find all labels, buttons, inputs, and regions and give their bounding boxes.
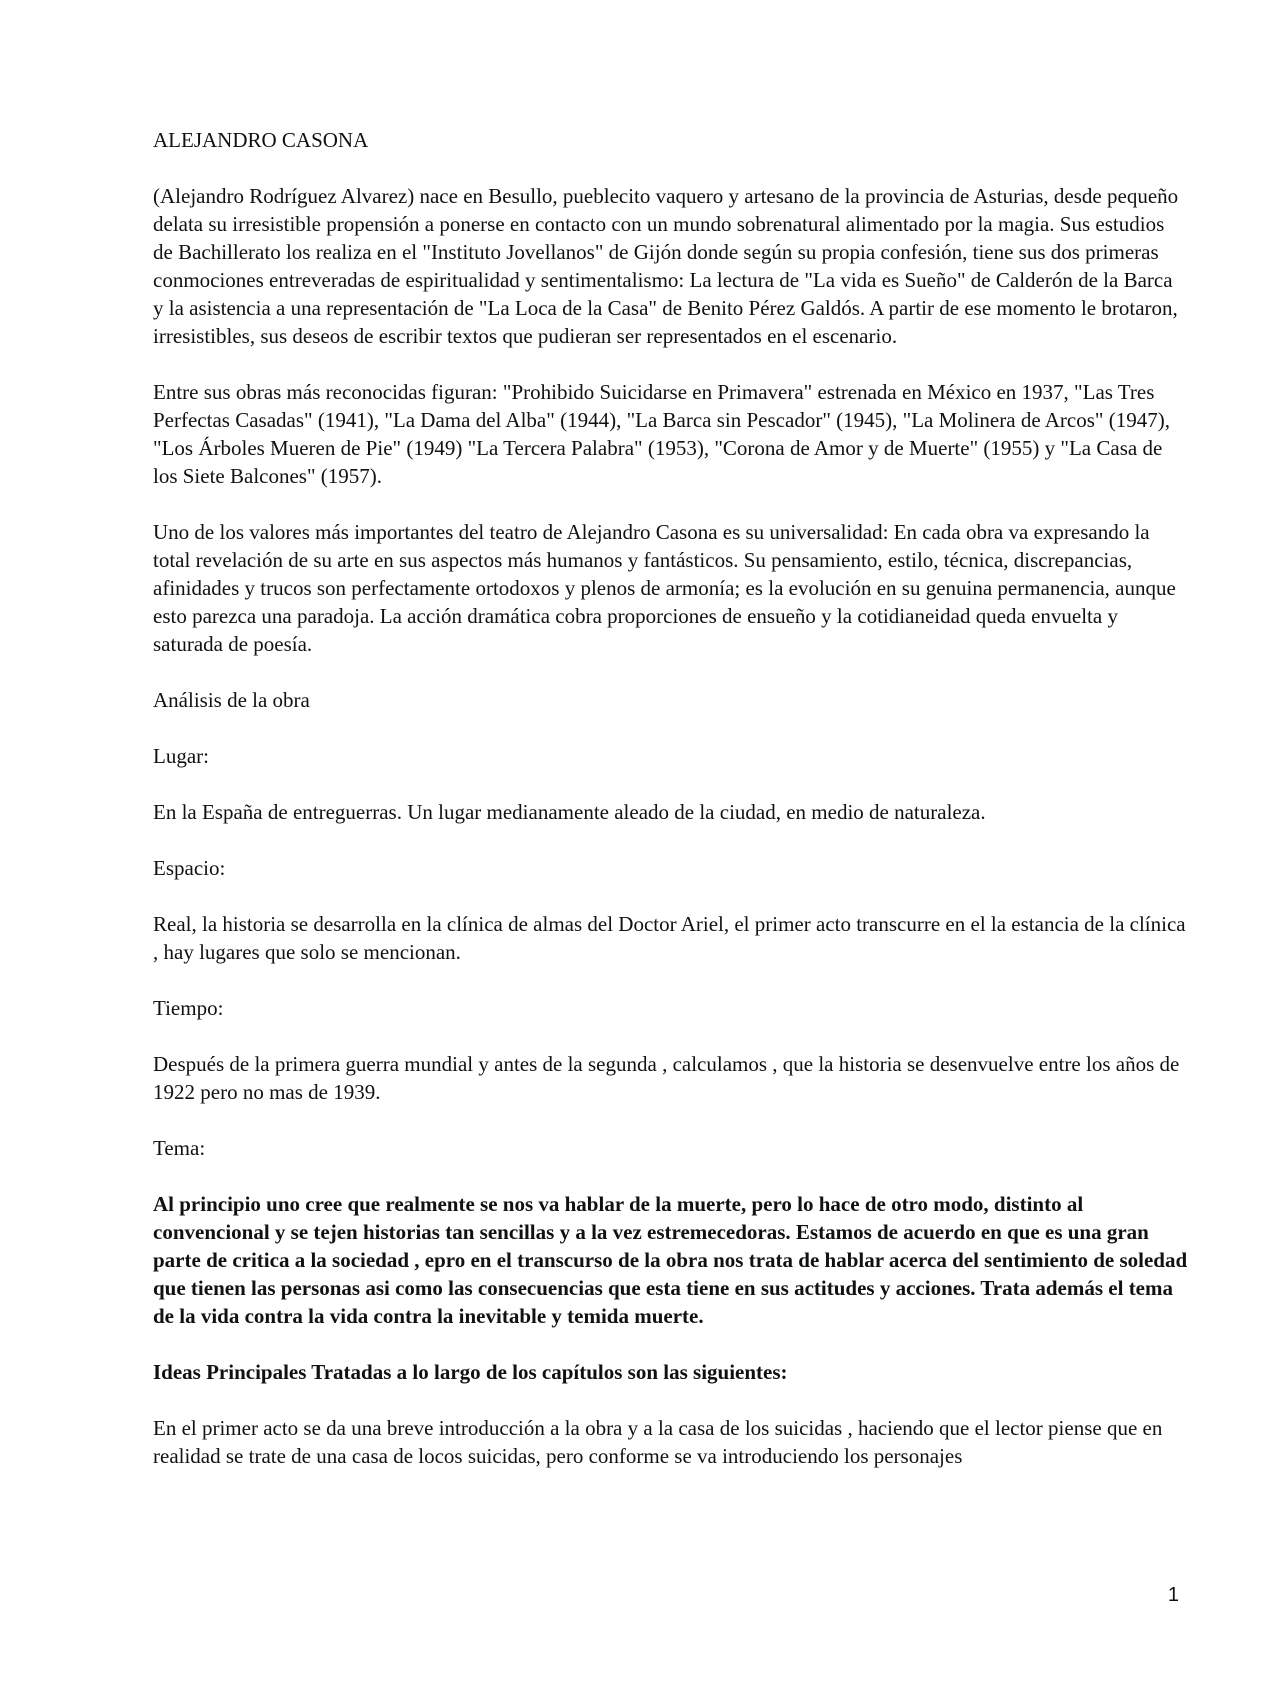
page-number: 1 (1167, 1584, 1179, 1606)
espacio-label: Espacio: (153, 856, 226, 880)
tema-label: Tema: (153, 1136, 206, 1160)
espacio-text: Real, la historia se desarrolla en la clínica de almas del Doctor Ariel, el primer acto transcurre en el la estancia de la clínica , hay lugares que solo se mencionan. (153, 912, 1186, 964)
works-paragraph: Entre sus obras más reconocidas figuran: "Prohibido Suicidarse en Primavera" estrenada en México en 1937, "Las Tres Perfectas Casadas" (1941), "La Dama del Alba" (1944), "La Barca sin Pescador" (1945), "La Molinera de Arcos" (1947), "Los Árboles Mueren de Pie" (1949) "La Tercera Palabra" (1953), "Corona de Amor y de Muerte" (1955) y "La Casa de los Siete Balcones" (1957). (153, 380, 1170, 488)
first-act-paragraph: En el primer acto se da una breve introducción a la obra y a la casa de los suicidas , haciendo que el lector piense que en realidad se trate de una casa de locos suicidas, pero conforme se va introduciendo los personajes (153, 1416, 1163, 1468)
biography-paragraph: (Alejandro Rodríguez Alvarez) nace en Besullo, pueblecito vaquero y artesano de la provincia de Asturias, desde pequeño delata su irresistible propensión a ponerse en contacto con un mundo sobrenatural alimentado por la magia. Sus estudios de Bachillerato los realiza en el "Instituto Jovellanos" de Gijón donde según su propia confesión, tiene sus dos primeras conmociones entreveradas de espiritualidad y sentimentalismo: La lectura de "La vida es Sueño" de Calderón de la Barca y la asistencia a una representación de "La Loca de la Casa" de Benito Pérez Galdós. A partir de ese momento le brotaron, irresistibles, sus deseos de escribir textos que pudieran ser representados en el escenario. (153, 184, 1179, 348)
document-page (153, 126, 1188, 1470)
lugar-text: En la España de entreguerras. Un lugar medianamente aleado de la ciudad, en medio de naturaleza. (153, 800, 986, 824)
tiempo-label: Tiempo: (153, 996, 224, 1020)
tema-text: Al principio uno cree que realmente se nos va hablar de la muerte, pero lo hace de otro modo, distinto al convencional y se tejen historias tan sencillas y a la vez estremecedoras. Estamos de acuerdo en que es una gran parte de critica a la sociedad , epro en el transcurso de la obra nos trata de hablar acerca del sentimiento de soledad que tienen las personas asi como las consecuencias que esta tiene en sus actitudes y acciones. Trata además el tema de la vida contra la vida contra la inevitable y temida muerte. (153, 1192, 1188, 1328)
analysis-heading: Análisis de la obra (153, 688, 310, 712)
ideas-heading: Ideas Principales Tratadas a lo largo de los capítulos son las siguientes: (153, 1360, 788, 1384)
values-paragraph: Uno de los valores más importantes del teatro de Alejandro Casona es su universalidad: En cada obra va expresando la total revelación de su arte en sus aspectos más humanos y fantásticos. Su pensamiento, estilo, técnica, discrepancias, afinidades y trucos son perfectamente ortodoxos y plenos de armonía; es la evolución en su genuina permanencia, aunque esto parezca una paradoja. La acción dramática cobra proporciones de ensueño y la cotidianeidad queda envuelta y saturada de poesía. (153, 520, 1176, 656)
lugar-label: Lugar: (153, 744, 209, 768)
document-title: ALEJANDRO CASONA (153, 128, 369, 152)
tiempo-text: Después de la primera guerra mundial y antes de la segunda , calculamos , que la historia se desenvuelve entre los años de 1922 pero no mas de 1939. (153, 1052, 1180, 1104)
